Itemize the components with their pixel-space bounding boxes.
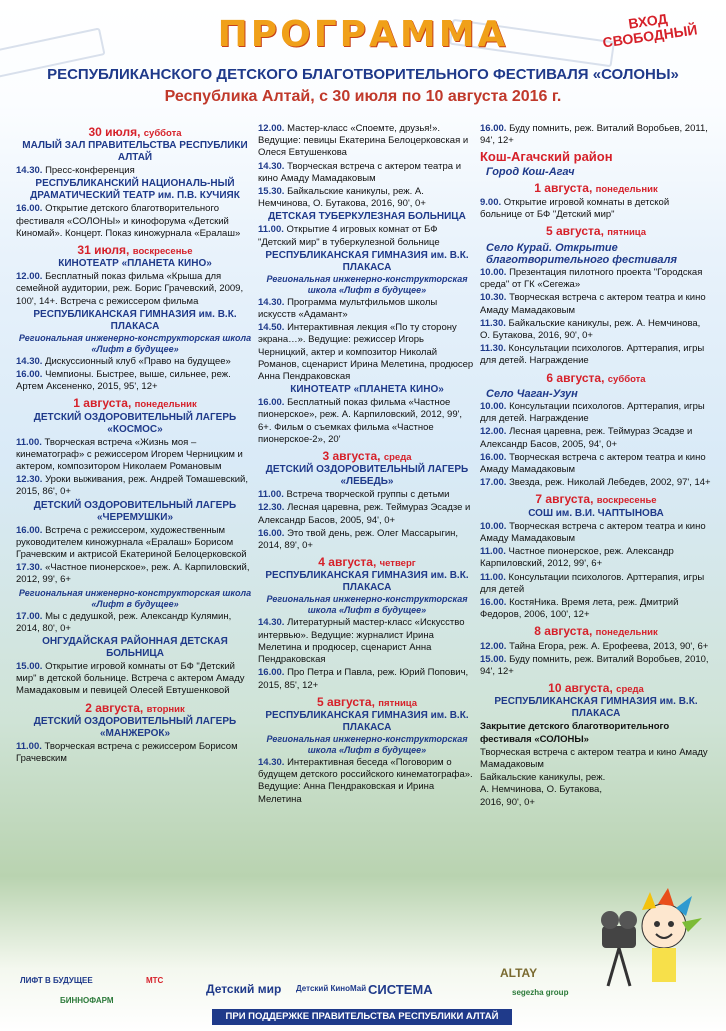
event: Байкальские каникулы, реж. А. Немчинова, О. Бутакова, 2016, 90', 0+ bbox=[480, 772, 606, 808]
venue: РЕСПУБЛИКАНСКАЯ ГИМНАЗИЯ им. В.К. ПЛАКАСА bbox=[33, 308, 237, 332]
event: 11.30. Консультации психологов. Арттерапия, игры для детей. Награждение bbox=[480, 343, 705, 367]
town-title: Село Курай. Открытие благотворительного фестиваля bbox=[486, 241, 677, 266]
free-entry-label: ВХОД СВОБОДНЫЙ bbox=[601, 10, 699, 51]
venue: РЕСПУБЛИКАНСКАЯ ГИМНАЗИЯ им. В.К. ПЛАКАСА bbox=[265, 709, 469, 733]
detsky-mir-logo: Детский мир bbox=[206, 982, 282, 996]
day-header: 1 августа, понедельник bbox=[534, 180, 658, 195]
event: 16.00. Про Петра и Павла, реж. Юрий Попович, 2015, 85', 12+ bbox=[258, 667, 469, 691]
event: 16.00. Чемпионы. Быстрее, выше, сильнее, реж. Артем Аксененко, 2015, 95', 12+ bbox=[16, 369, 231, 393]
day-header: 8 августа, понедельник bbox=[534, 624, 658, 639]
page-title: ПРОГРАММА bbox=[217, 14, 509, 55]
event: 12.30. Уроки выживания, реж. Андрей Томашевский, 2015, 86', 0+ bbox=[16, 474, 248, 498]
venue: РЕСПУБЛИКАНСКИЙ НАЦИОНАЛЬ-НЫЙ ДРАМАТИЧЕСКИЙ ТЕАТР им. П.В. КУЧИЯК bbox=[30, 178, 240, 202]
venue: ДЕТСКИЙ ОЗДОРОВИТЕЛЬНЫЙ ЛАГЕРЬ «КОСМОС» bbox=[33, 411, 237, 435]
lift-logo: ЛИФТ В БУДУЩЕЕ bbox=[20, 976, 93, 985]
venue-sub: Региональная инженерно-конструкторская школа «Лифт в будущее» bbox=[18, 332, 252, 354]
event: 14.30. Дискуссионный клуб «Право на будущее» bbox=[16, 355, 231, 367]
day-header: 30 июля, суббота bbox=[88, 125, 182, 139]
region-title: Кош-Агачский район bbox=[480, 149, 613, 165]
event: 17.00. Мы с дедушкой, реж. Александр Кулямин, 2014, 80', 0+ bbox=[16, 610, 232, 634]
event: 12.00. Мастер-класс «Споемте, друзья!». Ведущие: певицы Екатерина Белоцерковская и Олеся Евтушенкова bbox=[258, 123, 469, 159]
binnopharm-logo: БИННОФАРМ bbox=[60, 996, 114, 1005]
day-header: 3 августа, среда bbox=[322, 449, 412, 464]
event: 16.00. Открытие детского благотворительного фестиваля «СОЛОНЫ» и кинофорума «Детский Киномай». Концерт. Показ киножурнала «Ералаш» bbox=[16, 203, 241, 239]
altay-logo: ALTAY bbox=[500, 966, 538, 980]
event: 16.00. КостяНика. Время лета, реж. Дмитрий Федоров, 2006, 100', 12+ bbox=[480, 596, 679, 621]
venue: ДЕТСКАЯ ТУБЕРКУЛЕЗНАЯ БОЛЬНИЦА bbox=[268, 211, 466, 223]
day-header: 5 августа, пятница bbox=[316, 694, 418, 709]
event: 11.00. Встреча творческой группы с детьми bbox=[258, 489, 450, 501]
event: 16.00. Встреча с режиссером, художественным руководителем киножурнала «Ералаш» Борисом Грачевским и актрисой Екатериной Белоцерковской bbox=[16, 524, 247, 561]
event: 12.00. Бесплатный показ фильма «Крыша для семейной аудитории, реж. Борис Грачевский, 2009, 100', 14+. Встреча с режиссером фильма bbox=[16, 271, 244, 307]
event: Творческая встреча с актером театра и кино Амаду Мамадаковым bbox=[480, 746, 708, 770]
day-header: 5 августа, пятница bbox=[545, 224, 647, 239]
venue: ДЕТСКИЙ ОЗДОРОВИТЕЛЬНЫЙ ЛАГЕРЬ «ЛЕБЕДЬ» bbox=[265, 464, 469, 488]
event: 9.00. Открытие игровой комнаты в детской больнице от БФ "Детский мир" bbox=[480, 197, 670, 221]
event: 11.30. Байкальские каникулы, реж. А. Немчинова, О. Бутакова, 2016, 90', 0+ bbox=[480, 317, 701, 342]
mts-logo: МТС bbox=[146, 976, 164, 985]
event: 16.00. Творческая встреча с актером театра и кино Амаду Мамадаковым bbox=[480, 451, 706, 476]
day-header: 10 августа, среда bbox=[548, 681, 644, 696]
venue: ОНГУДАЙСКАЯ РАЙОННАЯ ДЕТСКАЯ БОЛЬНИЦА bbox=[42, 636, 228, 660]
event: 17.30. «Частное пионерское», реж. А. Карпиловский, 2012, 99', 6+ bbox=[16, 562, 250, 586]
column-1 bbox=[16, 122, 254, 766]
event: 16.00. Бесплатный показ фильма «Частное пионерское», реж. А. Карпиловский, 2012, 99', 6+. Фильм о съемках фильма «Частное пионерское-2», 20' bbox=[258, 397, 463, 445]
town-title: Город Кош-Агач bbox=[486, 165, 575, 178]
event: 10.30. Творческая встреча с актером театра и кино Амаду Мамадаковым bbox=[480, 292, 706, 316]
support-banner: ПРИ ПОДДЕРЖКЕ ПРАВИТЕЛЬСТВА РЕСПУБЛИКИ АЛТАЙ bbox=[212, 1009, 512, 1025]
event: 10.00. Презентация пилотного проекта "Городская среда" от ГК «Сегежа» bbox=[480, 267, 703, 291]
venue: СОШ им. В.И. ЧАПТЫНОВА bbox=[528, 507, 664, 519]
venue-sub: Региональная инженерно-конструкторская школа «Лифт в будущее» bbox=[266, 733, 468, 755]
venue: РЕСПУБЛИКАНСКАЯ ГИМНАЗИЯ им. В.К. ПЛАКАСА bbox=[494, 696, 698, 720]
day-header: 4 августа, четверг bbox=[318, 555, 416, 570]
venue: МАЛЫЙ ЗАЛ ПРАВИТЕЛЬСТВА РЕСПУБЛИКИ АЛТАЙ bbox=[22, 140, 248, 164]
event: 14.30. Интерактивная беседа «Поговорим о будущем детского российского кинематографа». Ведущие: Анна Пендраковская и Ирина Мелетина bbox=[258, 756, 473, 805]
event: 11.00. Творческая встреча «Жизнь моя – кинематограф» с режиссером Игорем Черницким и актером, композитором Николаем Романовым bbox=[16, 436, 243, 473]
event: 15.30. Байкальские каникулы, реж. А. Немчинова, О. Бутакова, 2016, 90', 0+ bbox=[258, 186, 426, 210]
event: 12.00. Тайна Егора, реж. А. Ерофеева, 2013, 90', 6+ bbox=[480, 640, 709, 652]
venue-sub: Региональная инженерно-конструкторская школа «Лифт в будущее» bbox=[266, 594, 468, 616]
day-header: 7 августа, воскресенье bbox=[535, 492, 657, 507]
venue-sub: Региональная инженерно-конструкторская школа «Лифт в будущее» bbox=[18, 587, 252, 609]
event: 14.30. Программа мультфильмов школы искусств «Адамант» bbox=[258, 296, 438, 321]
event: 15.00. Открытие игровой комнаты от БФ "Детский мир" в детской больнице. Встреча с актером Амаду Мамадаковым и певицей Олесей Евтушенковой bbox=[16, 661, 245, 697]
event: 15.00. Буду помнить, реж. Виталий Воробьев, 2010, 94', 12+ bbox=[480, 653, 709, 677]
event: 12.00. Лесная царевна, реж. Теймураз Эсадзе и Александр Басов, 2005, 94', 0+ bbox=[480, 426, 693, 450]
venue: КИНОТЕАТР «ПЛАНЕТА КИНО» bbox=[290, 384, 444, 396]
event: 11.00. Открытие 4 игровых комнат от БФ "Детский мир" в туберкулезной больнице bbox=[258, 224, 440, 248]
event: 16.00. Буду помнить, реж. Виталий Воробьев, 2011, 94', 12+ bbox=[480, 123, 708, 147]
event: 14.30. Литературный мастер-класс «Искусство интервью». Ведущие: журналист Ирина Мелетина и продюсер, сценарист Анна Пендраковская bbox=[258, 617, 465, 666]
event: 10.00. Творческая встреча с актером театра и кино Амаду Мамадаковым bbox=[480, 520, 706, 544]
column-2 bbox=[258, 122, 476, 807]
event: 17.00. Звезда, реж. Николай Лебедев, 2002, 97', 14+ bbox=[480, 477, 711, 489]
event: 11.00. Частное пионерское, реж. Александр Карпиловский, 2012, 99', 6+ bbox=[480, 546, 674, 570]
column-3 bbox=[480, 122, 712, 810]
sistema-logo: СИСТЕМА bbox=[368, 982, 433, 997]
kinomai-logo: Детский КиноМай bbox=[296, 984, 367, 993]
segezha-logo: segezha group bbox=[512, 988, 569, 997]
venue: КИНОТЕАТР «ПЛАНЕТА КИНО» bbox=[58, 258, 212, 270]
day-header: 6 августа, суббота bbox=[546, 370, 646, 385]
town-title: Село Чаган-Узун bbox=[486, 387, 578, 400]
event: 11.00. Консультации психологов. Арттерапия, игры для детей bbox=[480, 571, 705, 595]
venue: РЕСПУБЛИКАНСКАЯ ГИМНАЗИЯ им. В.К. ПЛАКАСА bbox=[265, 570, 469, 594]
event: 14.30. Творческая встреча с актером театра и кино Амаду Мамадаковым bbox=[258, 160, 461, 184]
venue: ДЕТСКИЙ ОЗДОРОВИТЕЛЬНЫЙ ЛАГЕРЬ «ЧЕРЕМУШКИ» bbox=[33, 499, 237, 523]
event: 10.00. Консультации психологов. Арттерапия, игры для детей. Награждение bbox=[480, 401, 705, 425]
day-header: 31 июля, воскресенье bbox=[77, 243, 193, 258]
event: Закрытие детского благотворительного фестиваля «СОЛОНЫ» bbox=[480, 721, 670, 745]
venue: РЕСПУБЛИКАНСКАЯ ГИМНАЗИЯ им. В.К. ПЛАКАСА bbox=[265, 249, 469, 273]
event: 12.30. Лесная царевна, реж. Теймураз Эсадзе и Александр Басов, 2005, 94', 0+ bbox=[258, 502, 471, 526]
event: 11.00. Творческая встреча с режиссером Борисом Грачевским bbox=[16, 740, 238, 765]
header bbox=[0, 0, 726, 112]
venue: ДЕТСКИЙ ОЗДОРОВИТЕЛЬНЫЙ ЛАГЕРЬ «МАНЖЕРОК» bbox=[33, 715, 237, 739]
day-header: 1 августа, понедельник bbox=[73, 396, 197, 411]
event: 14.30. Пресс-конференция bbox=[16, 165, 135, 177]
venue-sub: Региональная инженерно-конструкторская школа «Лифт в будущее» bbox=[266, 273, 468, 295]
event: 14.50. Интерактивная лекция «По ту сторону экрана…». Ведущие: режиссер Игорь Черницкий, актер и композитор Николай Романов, сценарист Ирина Мелетина, продюсер Анна Пендраковская bbox=[258, 322, 474, 383]
day-header: 2 августа, вторник bbox=[85, 700, 185, 715]
event: 16.00. Это твой день, реж. Олег Массарыгин, 2014, 89', 0+ bbox=[258, 527, 459, 552]
festival-name: РЕСПУБЛИКАНСКОГО ДЕТСКОГО БЛАГОТВОРИТЕЛЬНОГО ФЕСТИВАЛЯ «СОЛОНЫ» bbox=[47, 66, 679, 83]
festival-dates: Республика Алтай, с 30 июля по 10 августа 2016 г. bbox=[164, 88, 562, 105]
